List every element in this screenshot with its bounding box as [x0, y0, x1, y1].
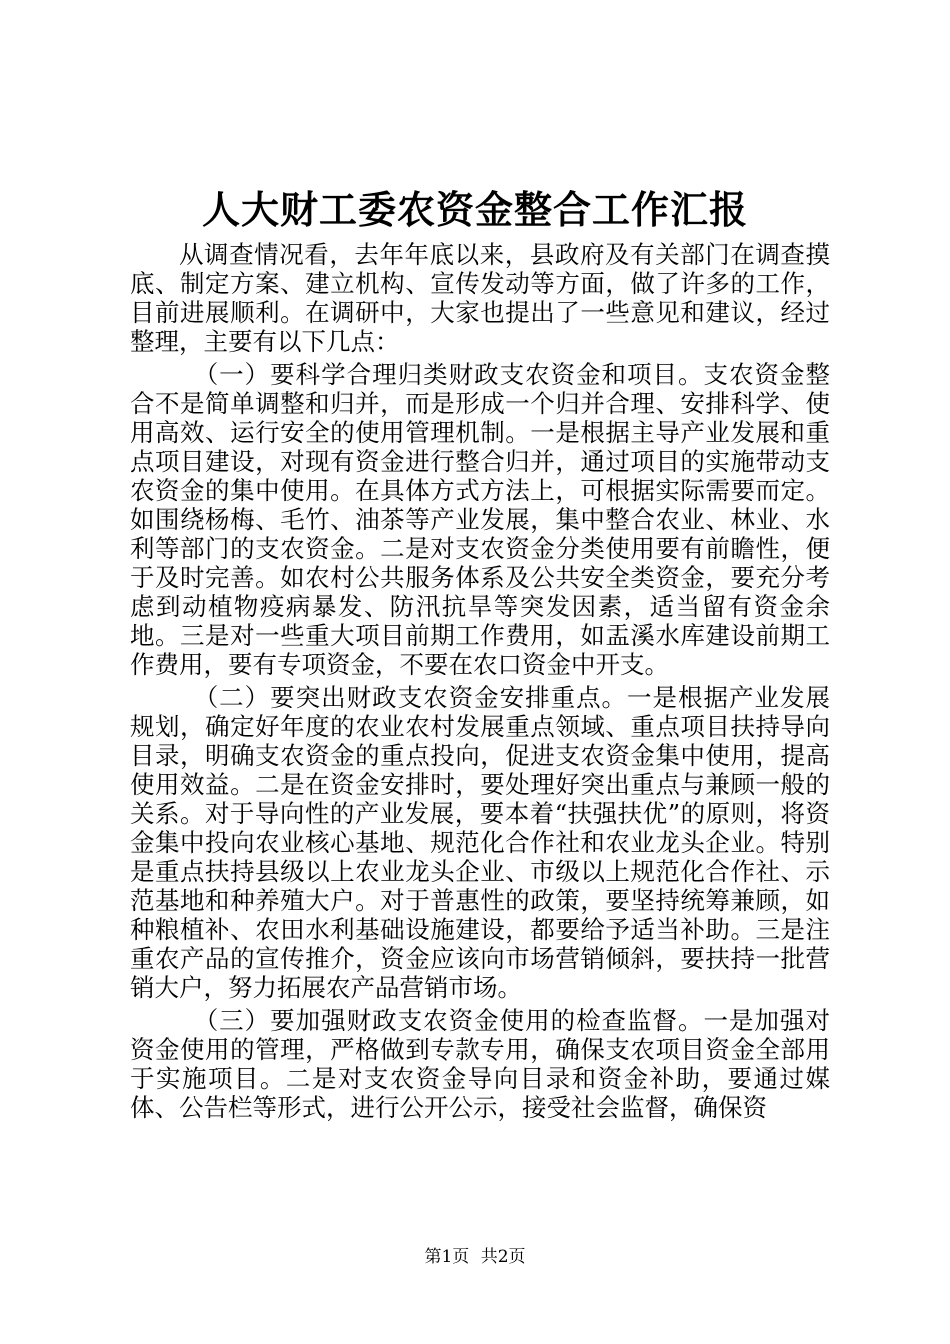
page-total: 共2页	[480, 1247, 526, 1267]
paragraph-section-3: （三）要加强财政支农资金使用的检查监督。一是加强对资金使用的管理，严格做到专款专用，确保支农项目资金全部用于实施项目。二是对支农资金导向目录和资金补助，要通过媒体、公告栏等形式，进行公开公示，接受社会监督，确保资	[130, 1006, 830, 1122]
paragraph-intro: 从调查情况看，去年年底以来，县政府及有关部门在调查摸底、制定方案、建立机构、宣传发动等方面，做了许多的工作，目前进展顺利。在调研中，大家也提出了一些意见和建议，经过整理，主要有以下几点：	[130, 240, 830, 356]
paragraph-section-1: （一）要科学合理归类财政支农资金和项目。支农资金整合不是简单调整和归并，而是形成一个归并合理、安排科学、使用高效、运行安全的使用管理机制。一是根据主导产业发展和重点项目建设，对现有资金进行整合归并，通过项目的实施带动支农资金的集中使用。在具体方式方法上，可根据实际需要而定。如围绕杨梅、毛竹、油茶等产业发展，集中整合农业、林业、水利等部门的支农资金。二是对支农资金分类使用要有前瞻性，便于及时完善。如农村公共服务体系及公共安全类资金，要充分考虑到动植物疫病暴发、防汛抗旱等突发因素，适当留有资金余地。三是对一些重大项目前期工作费用，如盂溪水库建设前期工作费用，要有专项资金，不要在农口资金中开支。	[130, 360, 830, 679]
document-title: 人大财工委农资金整合工作汇报	[201, 187, 748, 232]
paragraph-section-2: （二）要突出财政支农资金安排重点。一是根据产业发展规划，确定好年度的农业农村发展重点领域、重点项目扶持导向目录，明确支农资金的重点投向，促进支农资金集中使用，提高使用效益。二是在资金安排时，要处理好突出重点与兼顾一般的关系。对于导向性的产业发展，要本着“扶强扶优”的原则，将资金集中投向农业核心基地、规范化合作社和农业龙头企业。特别是重点扶持县级以上农业龙头企业、市级以上规范化合作社、示范基地和种养殖大户。对于普惠性的政策，要坚持统筹兼顾，如种粮植补、农田水利基础设施建设，都要给予适当补助。三是注重农产品的宣传推介，资金应该向市场营销倾斜，要扶持一批营销大户，努力拓展农产品营销市场。	[130, 683, 830, 1002]
page-footer	[0, 1246, 950, 1268]
document-body	[130, 240, 830, 1126]
page-number: 第1页	[424, 1247, 470, 1267]
